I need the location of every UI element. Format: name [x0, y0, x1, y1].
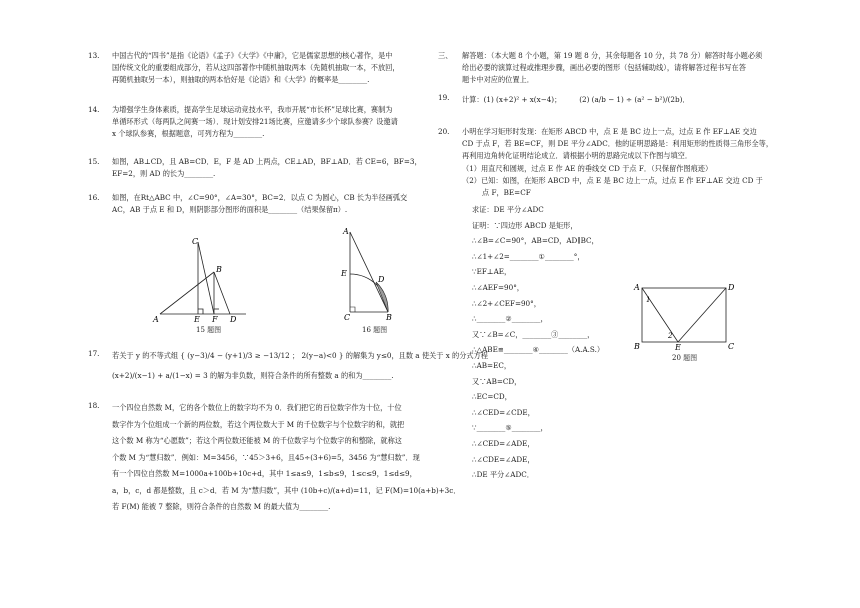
fig15-label-e: E	[194, 315, 200, 324]
question-line: 一个四位自然数 M，它的各个数位上的数字均不为 0．我们把它的百位数字作为十位，十位	[112, 403, 402, 412]
question-line: a，b，c，d 都是整数，且 c＞d．若 M 为“慧归数”，其中 (10b+c)/(a+d)=11，记 F(M)=10(a+b)+3c．	[112, 485, 461, 495]
fig20-label-2: 2	[668, 332, 673, 340]
proof-line: ∴∠CED=∠CDE，	[472, 407, 535, 417]
question-line: 个数 M 为“慧归数”．例如：M=3456，∵45＞3+6，且45÷(3+6)=5，3456 为“慧归数”．现	[112, 452, 420, 462]
proof-line: ∴∠2+∠CEF=90°，	[472, 298, 541, 308]
proof-line: ∴________②________，	[472, 314, 548, 324]
proof-line: ∴DE 平分∠ADC．	[472, 470, 534, 480]
fig15-label-c: C	[192, 237, 199, 246]
figure-20-caption: 20 题图	[672, 354, 698, 362]
question-line: CD 于点 F，若 BE=CF，则 DE 平分∠ADC．他的证明思路是：利用矩形的性质得三角形全等，	[462, 139, 774, 149]
figure-20	[628, 282, 740, 350]
fig20-label-b: B	[634, 342, 640, 351]
fig16-label-e: E	[341, 269, 347, 278]
fig20-label-1: 1	[646, 296, 651, 304]
proof-line: ∴∠CDE=∠ADE，	[472, 454, 535, 464]
proof-line: ∴AB=EC，	[472, 360, 512, 370]
fig15-label-d: D	[230, 315, 237, 324]
question-line: 中国古代的“四书”是指《论语》《孟子》《大学》《中庸》，它是儒家思想的核心著作，是中	[112, 51, 393, 60]
question-line: 如图，在Rt△ABC 中，∠C=90°，∠A=30°，BC=2．以点 C 为圆心，CB 长为半径画弧交	[112, 193, 408, 202]
section-line: 给出必要的演算过程或推理步骤，画出必要的图形（包括辅助线），请将解答过程书写在答	[462, 63, 746, 73]
part-2-line: （2）已知：如图，在矩形 ABCD 中，点 E 是 BC 边上一点，过点 E 作 EF⊥AE 交边 CD 于	[462, 175, 763, 185]
question-line: 国传统文化的重要组成部分，若从这四部著作中随机抽取两本（先随机抽取一本，不放回，	[112, 63, 400, 73]
fig20-label-d: D	[728, 283, 735, 292]
question-line: 若关于 y 的不等式组 { (y−3)/4 − (y+1)/3 ≥ −13/12 ； 2(y−a)<0 } 的解集为 y≤0，且数 a 使关于 x 的分式方程	[112, 351, 488, 360]
proof-line: ∴EC=CD，	[472, 392, 512, 402]
question-number: 14.	[88, 105, 100, 114]
question-line: 若 F(M) 能被 7 整除，则符合条件的自然数 M 的最大值为________.	[112, 502, 331, 511]
question-line: (x+2)/(x−1) + a/(1−x) = 3 的解为非负数，则符合条件的所有整数 a 的和为________.	[112, 371, 394, 380]
question-line: 计算：(1) (x+2)² + x(x−4)； (2) (a/b − 1) ÷ (a² − b²)/(2b)．	[462, 95, 690, 104]
proof-line: ∵________⑤________，	[472, 423, 548, 433]
proof-line: 求证：DE 平分∠ADC	[472, 205, 544, 214]
proof-line: ∴△ABE≌________④________（A.A.S.）	[472, 345, 605, 355]
proof-line: 又∵∠B=∠C，________③________，	[472, 329, 595, 339]
part-2-line: 点 F，BE=CF	[482, 188, 531, 198]
fig20-label-a: A	[634, 283, 640, 292]
figure-15-caption: 15 题图	[196, 326, 222, 334]
proof-line: 又∵AB=CD，	[472, 376, 522, 386]
fig16-label-b: B	[386, 313, 392, 322]
fig20-label-c: C	[728, 342, 735, 351]
fig16-label-d: D	[378, 275, 385, 284]
fig15-label-b: B	[216, 265, 222, 274]
figure-16-caption: 16 题图	[362, 326, 388, 334]
proof-line: ∴∠CED=∠ADE，	[472, 438, 535, 448]
figure-16	[336, 226, 406, 322]
question-line: EF=2，则 AD 的长为________.	[112, 169, 216, 179]
question-line: 为增强学生身体素质，提高学生足球运动竞技水平，我市开展“市长杯”足球比赛，赛制为	[112, 105, 393, 114]
fig16-label-a: A	[343, 227, 349, 236]
question-number: 18.	[88, 401, 100, 410]
part-1: （1）用直尺和圆规，过点 E 作 AE 的垂线交 CD 于点 F．（只保留作图痕迹）	[462, 163, 713, 173]
question-line: 单循环形式（每两队之间赛一场）．现计划安排21场比赛，应邀请多少个球队参赛？设邀请	[112, 117, 398, 127]
proof-line: ∵EF⊥AE，	[472, 267, 512, 277]
section-line: 解答题：（本大题 8 个小题，第 19 题 8 分，其余每题各 10 分，共 78 分）解答时每小题必须	[462, 51, 763, 60]
question-line: 如图，AB⊥CD，且 AB=CD．E，F 是 AD 上两点，CE⊥AD，BF⊥AD．若 CE=6，BF=3，	[112, 157, 422, 166]
fig20-label-e: E	[675, 343, 681, 352]
figure-15	[150, 234, 256, 322]
question-line: AC，AB 于点 E 和 D，则阴影部分图形的面积是________（结果保留π）.	[112, 205, 348, 215]
proof-line: ∴∠1+∠2=________①________°，	[472, 251, 585, 261]
question-number: 17.	[88, 349, 100, 358]
fig15-label-a: A	[153, 315, 159, 324]
question-line: 小明在学习矩形时发现：在矩形 ABCD 中，点 E 是 BC 边上一点，过点 E 作 EF⊥AE 交边	[462, 127, 757, 136]
fig16-label-c: C	[344, 313, 351, 322]
question-number: 15.	[88, 157, 100, 166]
proof-line: ∴∠AEF=90°，	[472, 282, 524, 292]
question-line: 这个数 M 称为“心愿数”；若这个两位数还能被 M 的千位数字与个位数字的和整除，就称这	[112, 436, 402, 445]
question-line: 有一个四位自然数 M=1000a+100b+10c+d，其中 1≤a≤9，1≤b≤9，1≤c≤9，1≤d≤9，	[112, 469, 417, 478]
proof-line: 证明：∵四边形 ABCD 是矩形，	[472, 220, 578, 230]
question-number: 20.	[438, 127, 450, 136]
question-line: 再随机抽取另一本），则抽取的两本恰好是《论语》和《大学》的概率是________.	[112, 75, 370, 85]
question-line: x 个球队参赛，根据题意，可列方程为________.	[112, 129, 265, 139]
question-number: 13.	[88, 51, 100, 60]
fig15-label-f: F	[212, 315, 218, 324]
proof-line: ∴∠B=∠C=90°，AB=CD，AD∥BC，	[472, 236, 599, 246]
question-line: 数字作为个位组成一个新的两位数，若这个两位数大于 M 的千位数字与个位数字的和，就把	[112, 419, 405, 429]
section-line: 题卡中对应的位置上．	[462, 75, 534, 85]
question-number: 19.	[438, 93, 450, 102]
question-line: 再利用边角转化证明结论成立．请根据小明的思路完成以下作图与填空．	[462, 151, 693, 161]
question-number: 16.	[88, 193, 100, 202]
section-number: 三、	[438, 51, 453, 60]
